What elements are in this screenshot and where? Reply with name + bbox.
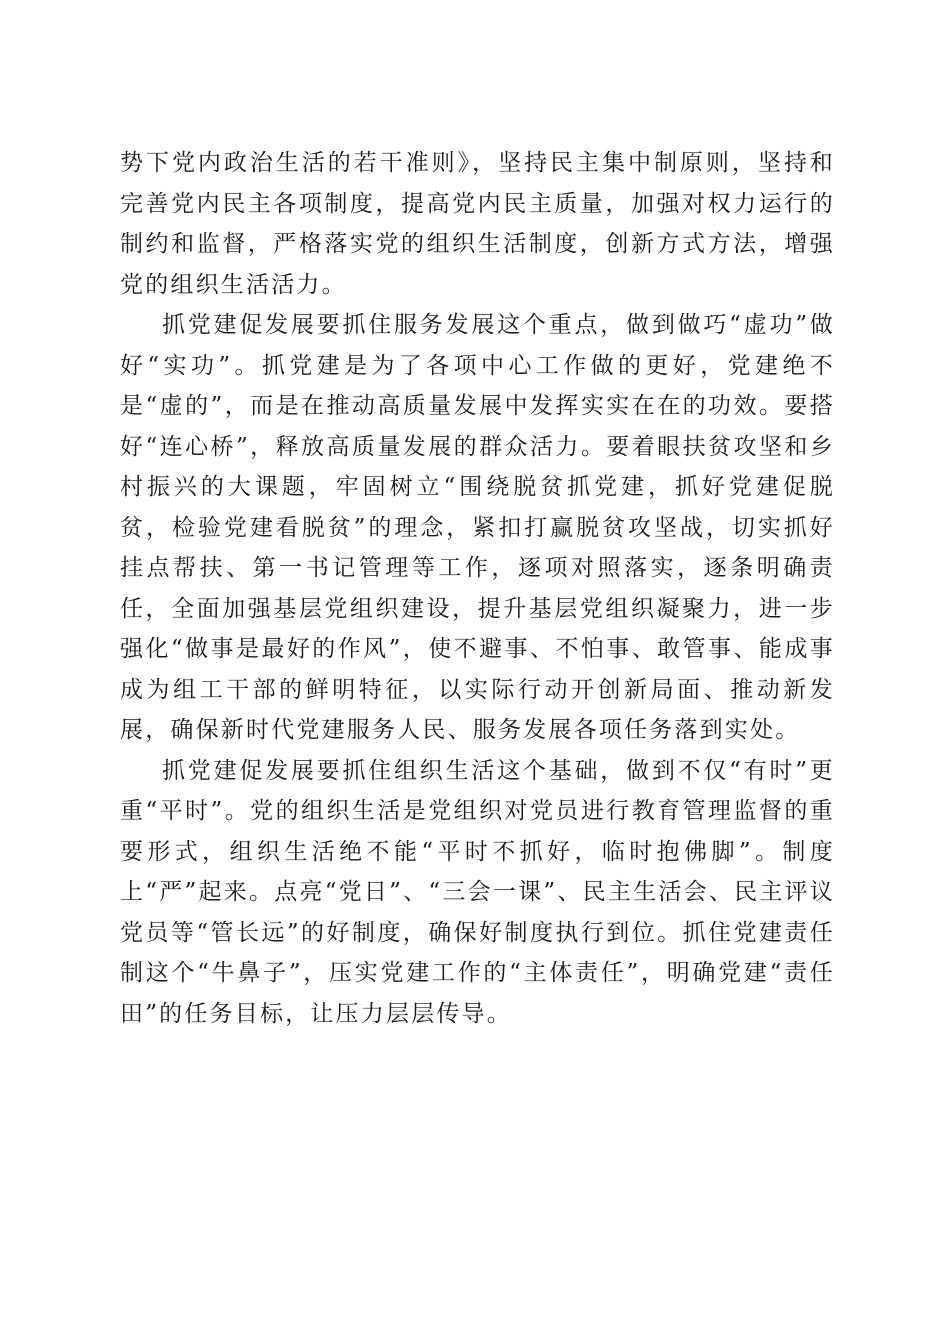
paragraph-organizational-life: 抓党建促发展要抓住组织生活这个基础，做到不仅“有时”更重“平时”。党的组织生活是党组织对党员进行教育管理监督的重要形式，组织生活绝不能“平时不抓好，临时抱佛脚”。制度上“严”起来。点亮“党日”、“三会一课”、民主生活会、民主评议党员等“管长远”的好制度，确保好制度执行到位。抓住党建责任制这个“牛鼻子”，压实党建工作的“主体责任”，明确党建“责任田”的任务目标，让压力层层传导。 bbox=[120, 757, 835, 1027]
document-body bbox=[120, 143, 835, 1034]
paragraph-continuation: 势下党内政治生活的若干准则》，坚持民主集中制原则，坚持和完善党内民主各项制度，提高党内民主质量，加强对权力运行的制约和监督，严格落实党的组织生活制度，创新方式方法，增强党的组织生活活力。 bbox=[120, 150, 835, 298]
paragraph-service-development: 抓党建促发展要抓住服务发展这个重点，做到做巧“虚功”做好“实功”。抓党建是为了各项中心工作做的更好，党建绝不是“虚的”，而是在推动高质量发展中发挥实实在在的功效。要搭好“连心桥”，释放高质量发展的群众活力。要着眼扶贫攻坚和乡村振兴的大课题，牢固树立“围绕脱贫抓党建，抓好党建促脱贫，检验党建看脱贫”的理念，紧扣打赢脱贫攻坚战，切实抓好挂点帮扶、第一书记管理等工作，逐项对照落实，逐条明确责任，全面加强基层党组织建设，提升基层党组织凝聚力，进一步强化“做事是最好的作风”，使不避事、不怕事、敢管事、能成事成为组工干部的鲜明特征，以实际行动开创新局面、推动新发展，确保新时代党建服务人民、服务发展各项任务落到实处。 bbox=[120, 312, 835, 743]
